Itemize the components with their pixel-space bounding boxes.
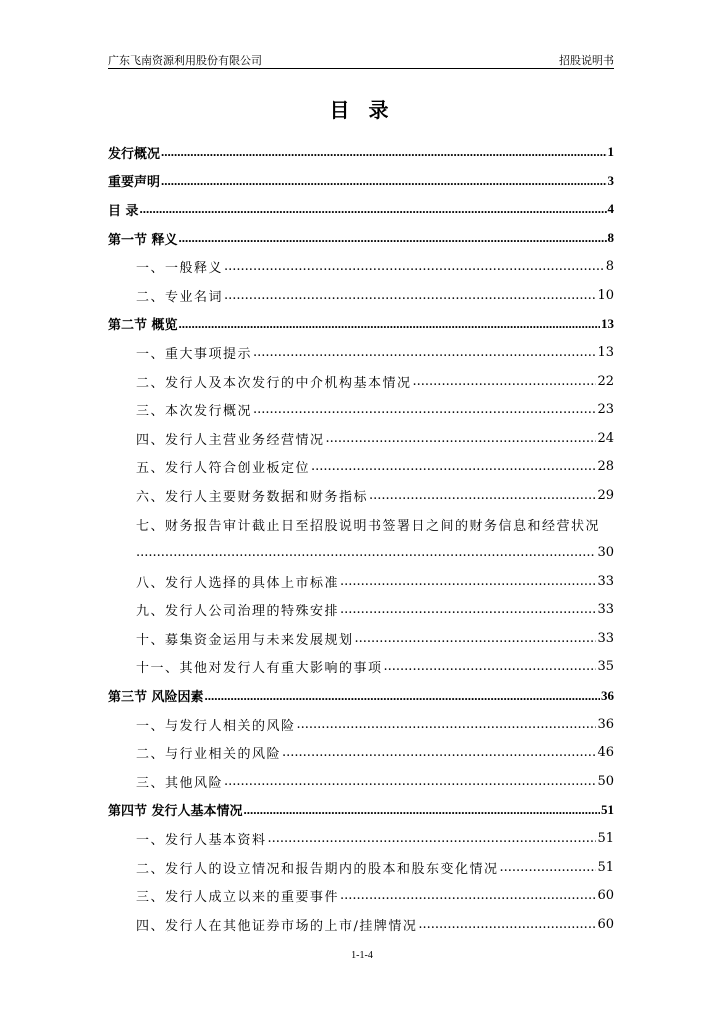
toc-entry-page: 13 [597,344,614,360]
header-company: 广东飞南资源利用股份有限公司 [108,54,262,67]
toc-entry[interactable] [108,424,614,453]
toc-entry-label: 一、发行人基本资料 [136,833,267,849]
table-of-contents [108,138,614,939]
toc-leader-dots [136,545,596,560]
toc-entry[interactable] [108,738,614,767]
toc-entry-label: 四、发行人在其他证券市场的上市/挂牌情况 [136,918,418,934]
toc-entry[interactable] [108,252,614,281]
toc-entry-page: 51 [597,831,614,847]
toc-leader-dots [340,602,596,617]
toc-section-entry[interactable] [108,681,614,710]
toc-entry-label: 八、发行人选择的具体上市标准 [136,575,340,591]
toc-entry-page: 1 [607,144,614,160]
toc-entry[interactable] [108,881,614,910]
toc-entry[interactable] [108,367,614,396]
toc-entry[interactable] [108,767,614,796]
toc-entry-label: 四、发行人主营业务经营情况 [136,432,325,448]
toc-entry-label: 第四节 发行人基本情况 [108,804,243,820]
toc-entry-page: 13 [601,315,614,331]
toc-entry[interactable] [108,281,614,310]
toc-entry-label: 第一节 释义 [108,232,178,248]
toc-leader-dots [161,173,606,189]
toc-entry-page: 33 [597,630,614,646]
toc-entry[interactable] [108,910,614,939]
toc-entry[interactable] [108,596,614,625]
toc-entry-page: 8 [605,259,614,275]
toc-entry-page: 24 [597,430,614,446]
page-header [108,50,614,69]
toc-entry-label: 三、本次发行概况 [136,404,253,420]
toc-entry-page: 29 [597,487,614,503]
toc-entry-page: 35 [597,659,614,675]
toc-entry[interactable] [108,481,614,510]
toc-section-entry[interactable] [108,310,614,339]
toc-entry[interactable] [108,853,614,882]
toc-entry-label: 第二节 概览 [108,318,178,334]
toc-leader-dots [205,688,600,704]
toc-entry-label: 三、发行人成立以来的重要事件 [136,890,340,906]
toc-leader-dots [179,230,607,246]
toc-entry-page: 10 [597,287,614,303]
toc-entry-page: 60 [597,888,614,904]
toc-entry-label: 二、发行人及本次发行的中介机构基本情况 [136,375,412,391]
toc-section-entry[interactable] [108,224,614,253]
toc-entry-label: 十、募集资金运用与未来发展规划 [136,632,354,648]
toc-entry-page: 22 [597,373,614,389]
toc-entry-label: 一、与发行人相关的风险 [136,718,296,734]
toc-leader-dots [253,402,596,417]
toc-entry-page: 50 [597,773,614,789]
toc-entry-label: 发行概况 [108,146,161,162]
toc-entry-label: 二、与行业相关的风险 [136,747,282,763]
toc-leader-dots [282,745,596,760]
toc-entry-label: 三、其他风险 [136,775,224,791]
toc-entry[interactable] [108,395,614,424]
toc-entry-label: 十一、其他对发行人有重大影响的事项 [136,661,383,677]
toc-leader-dots [340,574,596,589]
toc-entry-continuation[interactable] [108,538,614,567]
toc-leader-dots [253,345,596,360]
toc-leader-dots [140,201,607,217]
toc-entry-page: 30 [597,545,614,561]
page-number: 1-1-4 [351,950,373,961]
toc-entry[interactable] [108,824,614,853]
toc-entry-page: 33 [597,573,614,589]
toc-entry[interactable] [108,510,614,539]
toc-entry-page: 28 [597,459,614,475]
toc-leader-dots [500,860,597,875]
toc-entry[interactable] [108,338,614,367]
toc-entry-label: 二、发行人的设立情况和报告期内的股本和股东变化情况 [136,861,499,877]
toc-leader-dots [326,431,597,446]
toc-section-entry[interactable] [108,195,614,224]
toc-leader-dots [179,316,600,332]
toc-entry-label: 一、重大事项提示 [136,346,253,362]
toc-title: 目 录 [329,98,395,122]
toc-entry-page: 33 [597,602,614,618]
toc-entry-page: 46 [597,745,614,761]
toc-section-entry[interactable] [108,796,614,825]
toc-leader-dots [224,259,605,274]
toc-entry[interactable] [108,453,614,482]
toc-leader-dots [297,717,597,732]
toc-leader-dots [244,802,600,818]
toc-entry-label: 一、一般释义 [136,261,224,277]
toc-entry-page: 51 [601,801,614,817]
toc-leader-dots [268,831,597,846]
toc-leader-dots [355,631,597,646]
toc-entry-label: 目 录 [108,203,139,219]
toc-entry-label: 二、专业名词 [136,289,224,305]
toc-entry-page: 36 [597,716,614,732]
toc-entry-page: 8 [607,230,614,246]
toc-entry[interactable] [108,710,614,739]
toc-entry-page: 4 [607,201,614,217]
toc-leader-dots [311,459,596,474]
toc-entry-page: 3 [607,172,614,188]
toc-entry-page: 36 [601,687,614,703]
toc-entry-label: 第三节 风险因素 [108,690,204,706]
toc-leader-dots [413,374,597,389]
toc-leader-dots [224,774,596,789]
toc-entry-page: 60 [597,916,614,932]
toc-leader-dots [161,144,606,160]
toc-entry-label: 重要声明 [108,175,161,191]
toc-section-entry[interactable] [108,138,614,167]
toc-leader-dots [384,659,597,674]
toc-section-entry[interactable] [108,167,614,196]
toc-entry-label: 五、发行人符合创业板定位 [136,461,311,477]
toc-entry[interactable] [108,567,614,596]
toc-entry[interactable] [108,653,614,682]
header-doc-type: 招股说明书 [559,54,614,67]
toc-entry-label: 六、发行人主要财务数据和财务指标 [136,489,369,505]
toc-leader-dots [369,488,596,503]
toc-leader-dots [340,888,596,903]
toc-entry-page: 23 [597,402,614,418]
toc-entry-label: 七、财务报告审计截止日至招股说明书签署日之间的财务信息和经营状况 [136,518,601,534]
toc-leader-dots [224,288,596,303]
toc-leader-dots [418,917,596,932]
toc-entry[interactable] [108,624,614,653]
toc-entry-page: 51 [597,859,614,875]
toc-entry-label: 九、发行人公司治理的特殊安排 [136,604,340,620]
